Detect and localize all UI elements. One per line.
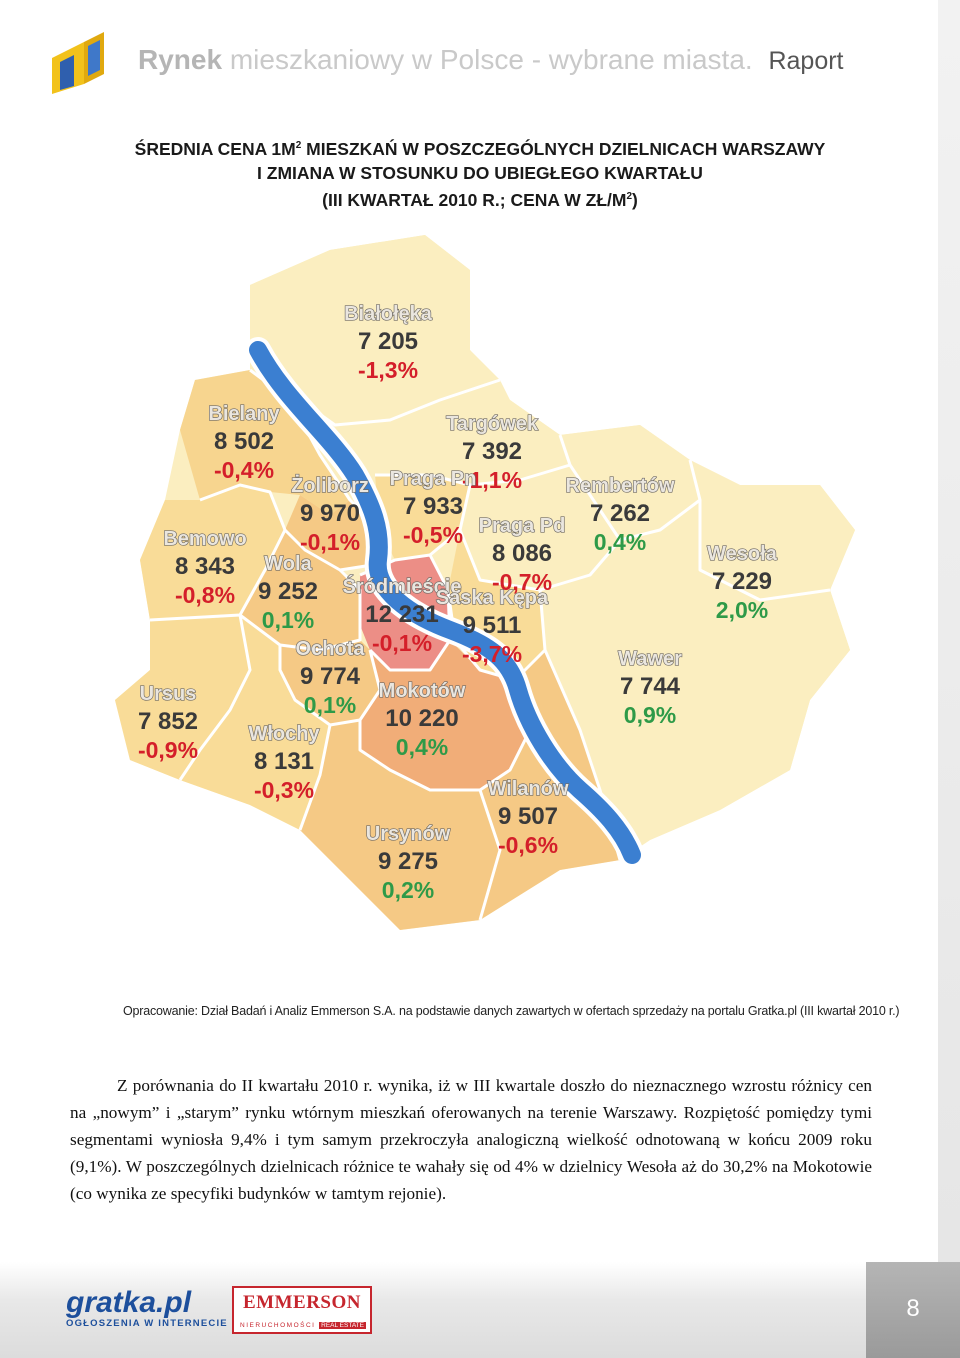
district-name-mokotow: Mokotów	[378, 680, 466, 702]
district-change-bialoleka: -1,3%	[357, 357, 419, 383]
district-change-bielany: -0,4%	[213, 457, 275, 483]
district-price-praga_pn: 7 933	[402, 493, 464, 520]
district-price-bialoleka: 7 205	[357, 328, 419, 355]
district-label-bielany	[208, 403, 280, 483]
district-name-targowek: Targówek	[446, 413, 538, 435]
district-price-srodmiescie: 12 231	[365, 601, 439, 628]
district-name-rembertow: Rembertów	[565, 475, 675, 497]
district-label-wola	[258, 553, 318, 633]
emmerson-logo[interactable]	[232, 1286, 372, 1334]
district-price-ochota: 9 774	[299, 663, 361, 690]
district-change-praga_pn: -0,5%	[402, 522, 464, 548]
map-title-line-1: ŚREDNIA CENA $1M^2$ MIESZKAŃ W POSZCZEGÓLNYCH DZIELNICACH WARSZAWY	[134, 138, 826, 159]
district-change-bemowo: -0,8%	[174, 582, 236, 608]
map-title-line-2: I ZMIANA W STOSUNKU DO UBIEGŁEGO KWARTAŁU	[257, 162, 703, 183]
district-change-wesola: 2,0%	[715, 597, 769, 623]
district-change-praga_pd: -0,7%	[491, 569, 553, 595]
district-label-ursus	[138, 683, 198, 763]
district-change-ursynow: 0,2%	[381, 877, 435, 903]
district-change-srodmiescie: -0,1%	[371, 630, 433, 656]
district-change-ursus: -0,9%	[137, 737, 199, 763]
district-name-praga_pd: Praga Pd	[478, 515, 566, 537]
district-change-rembertow: 0,4%	[593, 529, 647, 555]
header-tag: Raport	[768, 47, 844, 75]
district-price-mokotow: 10 220	[385, 705, 459, 732]
district-price-zoliborz: 9 970	[299, 500, 361, 527]
district-change-mokotow: 0,4%	[395, 734, 449, 760]
district-name-wawer: Wawer	[618, 648, 682, 670]
warsaw-district-map	[0, 230, 960, 930]
district-name-srodmiescie: Śródmieście	[342, 576, 462, 598]
header-brand: Rynek	[138, 44, 223, 75]
body-paragraph: Z porównania do II kwartału 2010 r. wynika, iż w III kwartale doszło do nieznacznego wzrostu różnicy cen na „nowym” i „starym” rynku wtórnym mieszkań oferowanych na terenie Warszawy. Rozpiętość pomiędzy tymi segmentami wyniosła 9,4% i tym samym przekroczyła analogiczną wielkość odnotowaną w końcu 2009 roku (9,1%). W poszczególnych dzielnicach różnice te wahały się od 4% w dzielnicy Wesoła aż do 30,2% na Mokotowie (co wynika ze specyfiki budynków w tamtym rejonie).	[70, 1076, 872, 1203]
district-label-wlochy	[248, 723, 320, 803]
header-title	[138, 44, 844, 76]
emmerson-logo-sub: NIERUCHOMOŚCI	[240, 1322, 316, 1329]
gratka-logo-tagline: OGŁOSZENIA W INTERNECIE	[66, 1318, 228, 1329]
district-change-targowek: -1,1%	[461, 467, 523, 493]
district-label-bemowo	[163, 528, 246, 608]
district-change-wawer: 0,9%	[623, 702, 677, 728]
district-change-wlochy: -0,3%	[253, 777, 315, 803]
district-label-zoliborz	[291, 474, 369, 555]
district-name-bemowo: Bemowo	[163, 528, 247, 550]
district-change-ochota: 0,1%	[303, 692, 357, 718]
district-price-wawer: 7 744	[619, 673, 681, 700]
district-name-bialoleka: Białołęka	[344, 303, 432, 325]
source-note: Opracowanie: Dział Badań i Analiz Emmerson S.A. na podstawie danych zawartych w ofertach sprzedaży na portalu Gratka.pl (III kwartał 2010 r.)	[123, 1004, 900, 1018]
district-price-bemowo: 8 343	[174, 553, 236, 580]
district-name-wola: Wola	[264, 553, 312, 575]
district-price-wola: 9 252	[257, 578, 319, 605]
district-price-wesola: 7 229	[711, 568, 773, 595]
page-number: 8	[906, 1295, 920, 1322]
district-price-ursynow: 9 275	[377, 848, 439, 875]
district-name-bielany: Bielany	[208, 403, 280, 425]
district-change-wilanow: -0,6%	[497, 832, 559, 858]
district-price-bielany: 8 502	[213, 428, 275, 455]
district-name-ursynow: Ursynów	[365, 823, 451, 845]
district-name-zoliborz: Żoliborz	[291, 475, 369, 497]
district-price-praga_pd: 8 086	[491, 540, 553, 567]
district-price-targowek: 7 392	[461, 438, 523, 465]
district-label-wesola	[707, 543, 778, 623]
district-name-ursus: Ursus	[139, 683, 197, 705]
district-name-saska_kepa: Saska Kępa	[435, 587, 549, 609]
emmerson-logo-sub2: REAL ESTATE	[321, 1322, 364, 1329]
district-price-wlochy: 8 131	[253, 748, 315, 775]
district-price-wilanow: 9 507	[497, 803, 559, 830]
gratka-logo-text: gratka.pl	[66, 1286, 192, 1319]
district-change-wola: 0,1%	[261, 607, 315, 633]
district-price-saska_kepa: 9 511	[462, 612, 522, 639]
district-label-wilanow	[488, 778, 569, 858]
report-logo-icon	[44, 28, 114, 98]
district-name-praga_pn: Praga Pn	[389, 468, 477, 490]
page-number-box	[866, 1262, 960, 1358]
district-price-ursus: 7 852	[137, 708, 199, 735]
district-price-rembertow: 7 262	[589, 500, 651, 527]
district-name-wilanow: Wilanów	[487, 778, 569, 800]
district-label-ochota	[296, 638, 366, 718]
map-title-line-3: (III KWARTAŁ 2010 R.; CENA W $ZŁ/M^2$)	[322, 189, 638, 210]
district-change-saska_kepa: -3,7%	[461, 641, 523, 667]
page-footer	[0, 1262, 960, 1358]
gratka-logo[interactable]	[66, 1286, 228, 1329]
emmerson-logo-text: EMMERSON	[243, 1292, 361, 1313]
district-name-wesola: Wesoła	[707, 543, 777, 565]
district-change-zoliborz: -0,1%	[299, 529, 361, 555]
district-label-wawer	[618, 648, 682, 728]
header-subtitle: mieszkaniowy w Polsce - wybrane miasta.	[229, 44, 753, 75]
district-name-wlochy: Włochy	[248, 723, 320, 745]
page-header	[0, 0, 960, 100]
district-name-ochota: Ochota	[295, 638, 365, 660]
map-title	[80, 134, 880, 212]
